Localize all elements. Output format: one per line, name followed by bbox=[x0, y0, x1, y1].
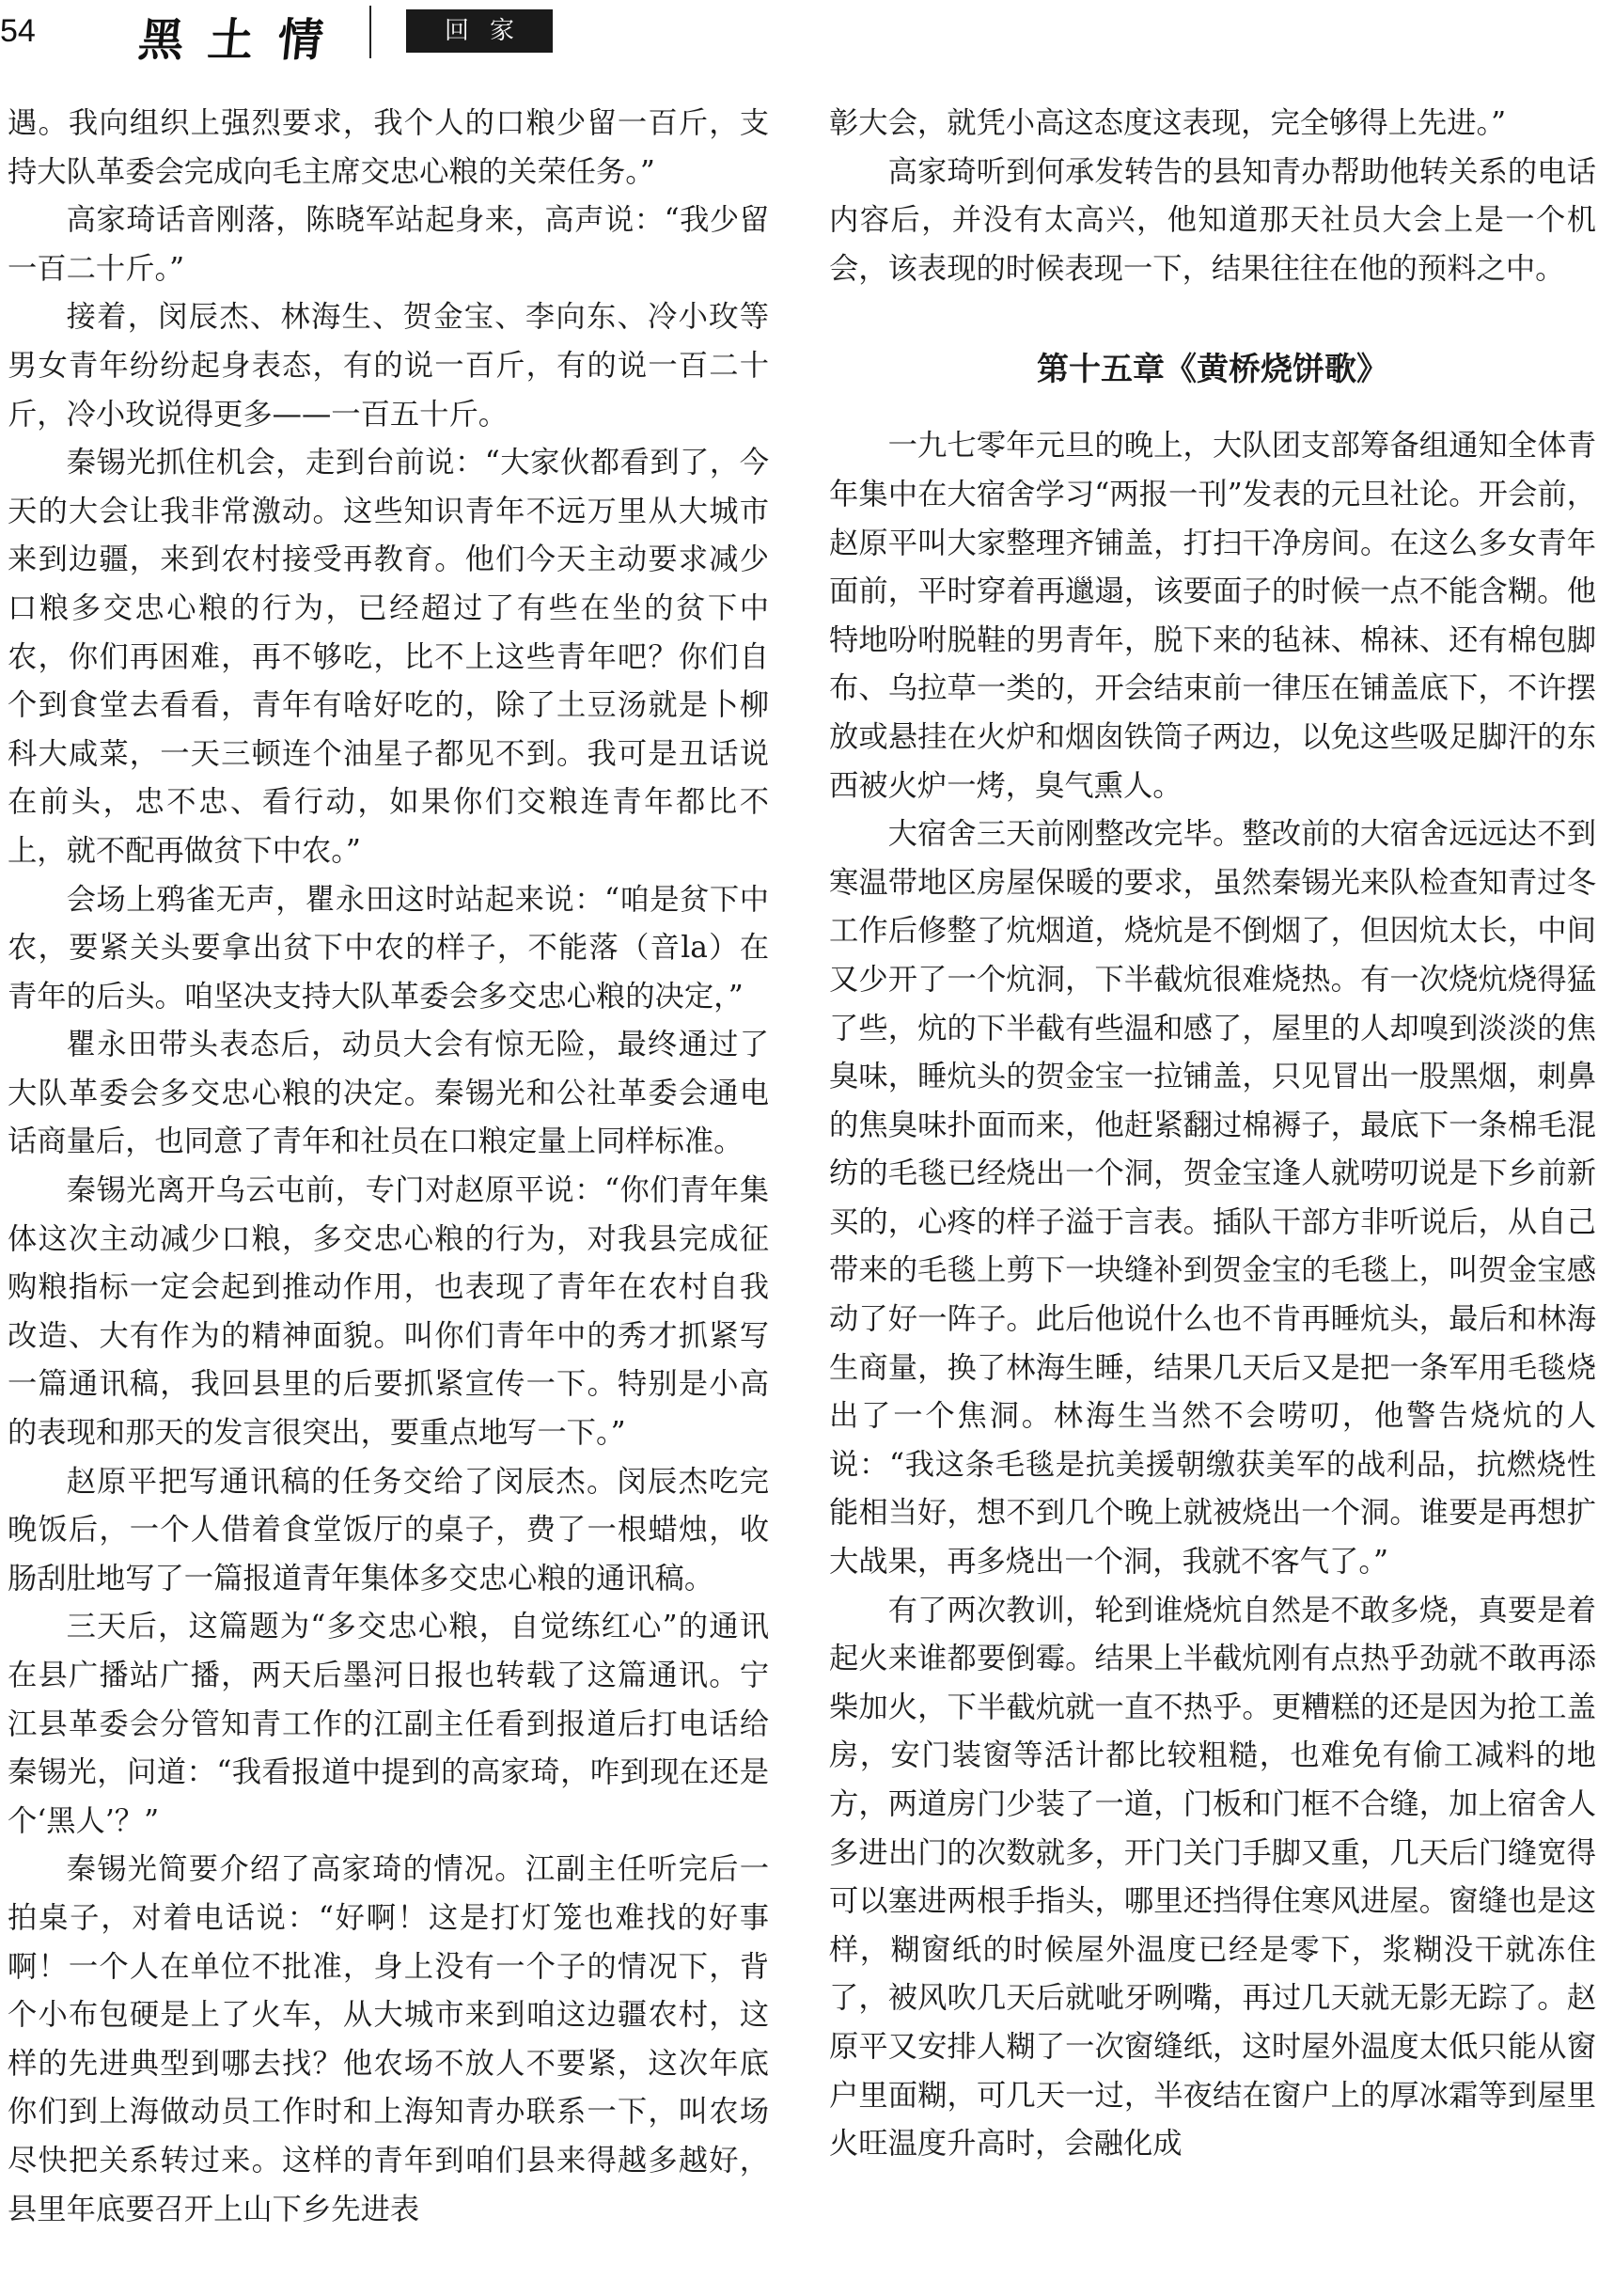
paragraph: 秦锡光抓住机会，走到台前说：“大家伙都看到了，今天的大会让我非常激动。这些知识青年不远万里从大城市来到边疆，来到农村接受再教育。他们今天主动要求减少口粮多交忠心粮的行为，已经超过了有些在坐的贫下中农，你们再困难，再不够吃，比不上这些青年吧？你们自个到食堂去看看，青年有啥好吃的，除了土豆汤就是卜柳科大咸菜，一天三顿连个油星子都见不到。我可是丑话说在前头，忠不忠、看行动，如果你们交粮连青年都比不上，就不配再做贫下中农。” bbox=[8, 446, 769, 868]
magazine-title: 黑土情 bbox=[135, 14, 351, 67]
page-number: 54 bbox=[0, 13, 36, 49]
right-column bbox=[829, 100, 1596, 2169]
paragraph: 会场上鸦雀无声，瞿永田这时站起来说：“咱是贫下中农，要紧关头要拿出贫下中农的样子，不能落（音la）在青年的后头。咱坚决支持大队革委会多交忠心粮的决定，” bbox=[8, 882, 769, 1014]
left-column bbox=[8, 100, 769, 2234]
paragraph: 高家琦话音刚落，陈晓军站起身来，高声说：“我少留一百二十斤。” bbox=[8, 203, 769, 286]
header-divider bbox=[369, 6, 371, 58]
paragraph: 三天后，这篇题为“多交忠心粮，自觉练红心”的通讯在县广播站广播，两天后墨河日报也转载了这篇通讯。宁江县革委会分管知青工作的江副主任看到报道后打电话给秦锡光，问道：“我看报道中提到的高家琦，咋到现在还是个‘黑人’？” bbox=[8, 1610, 769, 1838]
paragraph: 遇。我向组织上强烈要求，我个人的口粮少留一百斤，支持大队革委会完成向毛主席交忠心粮的关荣任务。” bbox=[8, 106, 769, 189]
chapter-title: 第十五章《黄桥烧饼歌》 bbox=[1037, 351, 1388, 389]
paragraph: 秦锡光离开乌云屯前，专门对赵原平说：“你们青年集体这次主动减少口粮，多交忠心粮的行为，对我县完成征购粮指标一定会起到推动作用，也表现了青年在农村自我改造、大有作为的精神面貌。叫你们青年中的秀才抓紧写一篇通讯稿，我回县里的后要抓紧宣传一下。特别是小高的表现和那天的发言很突出，要重点地写一下。” bbox=[8, 1173, 769, 1451]
section-badge: 回家 bbox=[406, 9, 553, 53]
paragraph: 大宿舍三天前刚整改完毕。整改前的大宿舍远远达不到寒温带地区房屋保暖的要求，虽然秦锡光来队检查知青过冬工作后修整了炕烟道，烧炕是不倒烟了，但因炕太长，中间又少开了一个炕洞，下半截炕很难烧热。有一次烧炕烧得猛了些，炕的下半截有些温和感了，屋里的人却嗅到淡淡的焦臭味，睡炕头的贺金宝一拉铺盖，只见冒出一股黑烟，刺鼻的焦臭味扑面而来，他赶紧翻过棉褥子，最底下一条棉毛混纺的毛毯已经烧出一个洞，贺金宝逢人就唠叨说是下乡前新买的，心疼的样子溢于言表。插队干部方非听说后，从自己带来的毛毯上剪下一块缝补到贺金宝的毛毯上，叫贺金宝感动了好一阵子。此后他说什么也不肯再睡炕头，最后和林海生商量，换了林海生睡，结果几天后又是把一条军用毛毯烧出了一个焦洞。林海生当然不会唠叨，他警告烧炕的人说：“我这条毛毯是抗美援朝缴获美军的战利品，抗燃烧性能相当好，想不到几个晚上就被烧出一个洞。谁要是再想扩大战果，再多烧出一个洞，我就不客气了。” bbox=[829, 817, 1596, 1580]
paragraph: 彰大会，就凭小高这态度这表现，完全够得上先进。” bbox=[829, 106, 1507, 140]
paragraph: 赵原平把写通讯稿的任务交给了闵辰杰。闵辰杰吃完晚饭后，一个人借着食堂饭厅的桌子，费了一根蜡烛，收肠刮肚地写了一篇报道青年集体多交忠心粮的通讯稿。 bbox=[8, 1464, 769, 1596]
paragraph: 接着，闵辰杰、林海生、贺金宝、李向东、冷小玫等男女青年纷纷起身表态，有的说一百斤，有的说一百二十斤，冷小玫说得更多——一百五十斤。 bbox=[8, 300, 769, 432]
page-header bbox=[0, 0, 1598, 66]
paragraph: 一九七零年元旦的晚上，大队团支部筹备组通知全体青年集中在大宿舍学习“两报一刊”发表的元旦社论。开会前，赵原平叫大家整理齐铺盖，打扫干净房间。在这么多女青年面前，平时穿着再邋遢，该要面子的时候一点不能含糊。他特地吩咐脱鞋的男青年，脱下来的毡袜、棉袜、还有棉包脚布、乌拉草一类的，开会结束前一律压在铺盖底下，不许摆放或悬挂在火炉和烟囱铁筒子两边，以免这些吸足脚汗的东西被火炉一烤，臭气熏人。 bbox=[829, 429, 1596, 803]
paragraph: 秦锡光简要介绍了高家琦的情况。江副主任听完后一拍桌子，对着电话说：“好啊！这是打灯笼也难找的好事啊！一个人在单位不批准，身上没有一个子的情况下，背个小布包硬是上了火车，从大城市来到咱这边疆农村，这样的先进典型到哪去找？他农场不放人不要紧，这次年底你们到上海做动员工作时和上海知青办联系一下，叫农场尽快把关系转过来。这样的青年到咱们县来得越多越好，县里年底要召开上山下乡先进表 bbox=[8, 1852, 769, 2226]
paragraph: 瞿永田带头表态后，动员大会有惊无险，最终通过了大队革委会多交忠心粮的决定。秦锡光和公社革委会通电话商量后，也同意了青年和社员在口粮定量上同样标准。 bbox=[8, 1028, 769, 1159]
paragraph: 高家琦听到何承发转告的县知青办帮助他转关系的电话内容后，并没有太高兴，他知道那天社员大会上是一个机会，该表现的时候表现一下，结果往往在他的预料之中。 bbox=[829, 154, 1596, 286]
paragraph: 有了两次教训，轮到谁烧炕自然是不敢多烧，真要是着起火来谁都要倒霉。结果上半截炕刚有点热乎劲就不敢再添柴加火，下半截炕就一直不热乎。更糟糕的还是因为抢工盖房，安门装窗等活计都比较粗糙，也难免有偷工减料的地方，两道房门少装了一道，门板和门框不合缝，加上宿舍人多进出门的次数就多，开门关门手脚又重，几天后门缝宽得可以塞进两根手指头，哪里还挡得住寒风进屋。窗缝也是这样，糊窗纸的时候屋外温度已经是零下，浆糊没干就冻住了，被风吹几天后就呲牙咧嘴，再过几天就无影无踪了。赵原平又安排人糊了一次窗缝纸，这时屋外温度太低只能从窗户里面糊，可几天一过，半夜结在窗户上的厚冰霜等到屋里火旺温度升高时，会融化成 bbox=[829, 1593, 1596, 2162]
